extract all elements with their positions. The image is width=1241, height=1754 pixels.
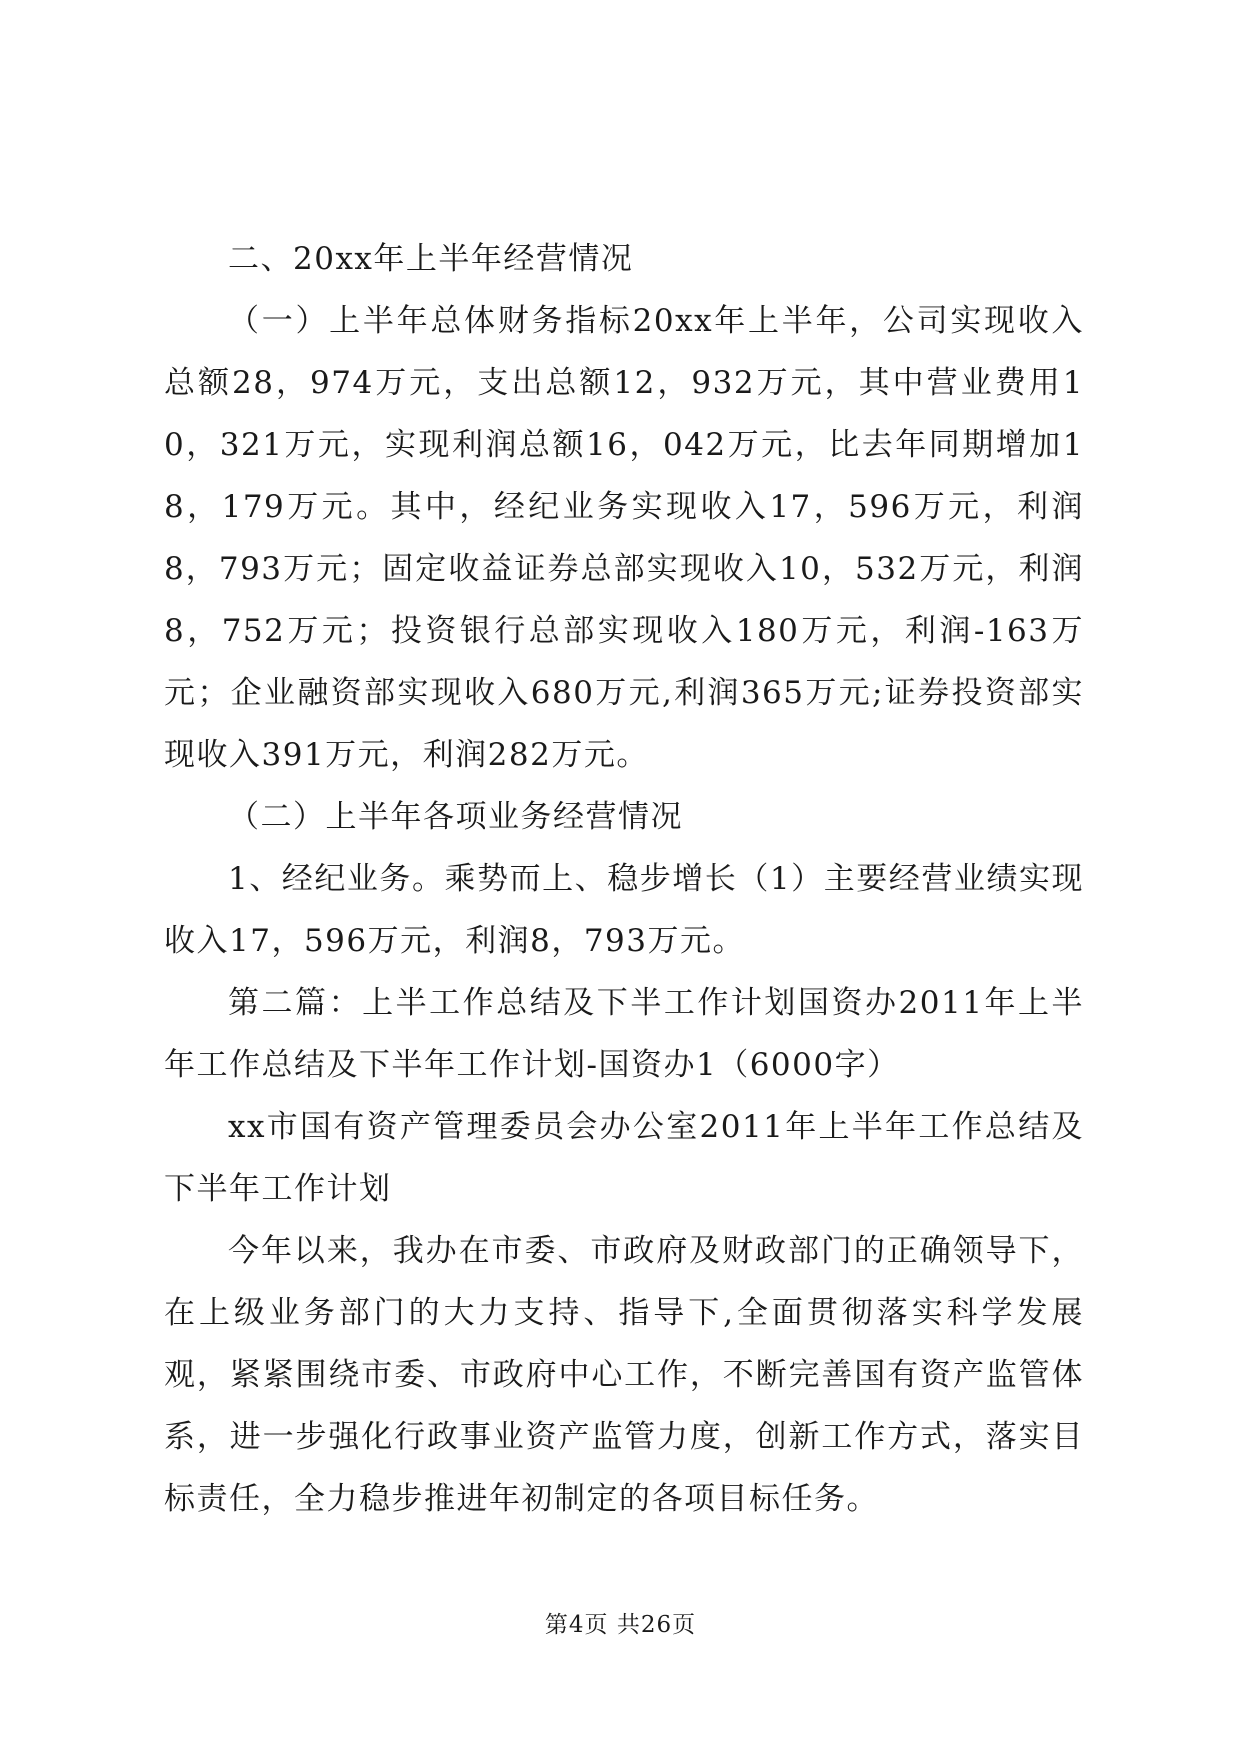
page-number-footer: 第4页 共26页	[544, 1612, 697, 1638]
paragraph-financial-indicators: （一）上半年总体财务指标20xx年上半年，公司实现收入总额28，974万元，支出总额12，932万元，其中营业费用10，321万元，实现利润总额16，042万元，比去年同期增加18，179万元。其中，经纪业务实现收入17，596万元，利润8，793万元；固定收益证券总部实现收入10，532万元，利润8，752万元；投资银行总部实现收入180万元，利润-163万元；企业融资部实现收入680万元,利润365万元;证券投资部实现收入391万元，利润282万元。	[164, 303, 1084, 773]
paragraph-brokerage-business: 1、经纪业务。乘势而上、稳步增长（1）主要经营业绩实现收入17，596万元，利润8，793万元。	[164, 861, 1084, 959]
paragraph-work-summary: 今年以来，我办在市委、市政府及财政部门的正确领导下，在上级业务部门的大力支持、指导下,全面贯彻落实科学发展观，紧紧围绕市委、市政府中心工作，不断完善国有资产监管体系，进一步强化行政事业资产监管力度，创新工作方式，落实目标责任，全力稳步推进年初制定的各项目标任务。	[164, 1233, 1084, 1517]
subsection-heading: （二）上半年各项业务经营情况	[228, 799, 683, 835]
section-heading: 二、20xx年上半年经营情况	[228, 241, 634, 277]
paragraph-part-two-title: 第二篇：上半工作总结及下半工作计划国资办2011年上半年工作总结及下半年工作计划-国资办1（6000字）	[164, 985, 1084, 1083]
paragraph-office-title: xx市国有资产管理委员会办公室2011年上半年工作总结及下半年工作计划	[164, 1109, 1084, 1207]
document-body	[164, 228, 1084, 1530]
